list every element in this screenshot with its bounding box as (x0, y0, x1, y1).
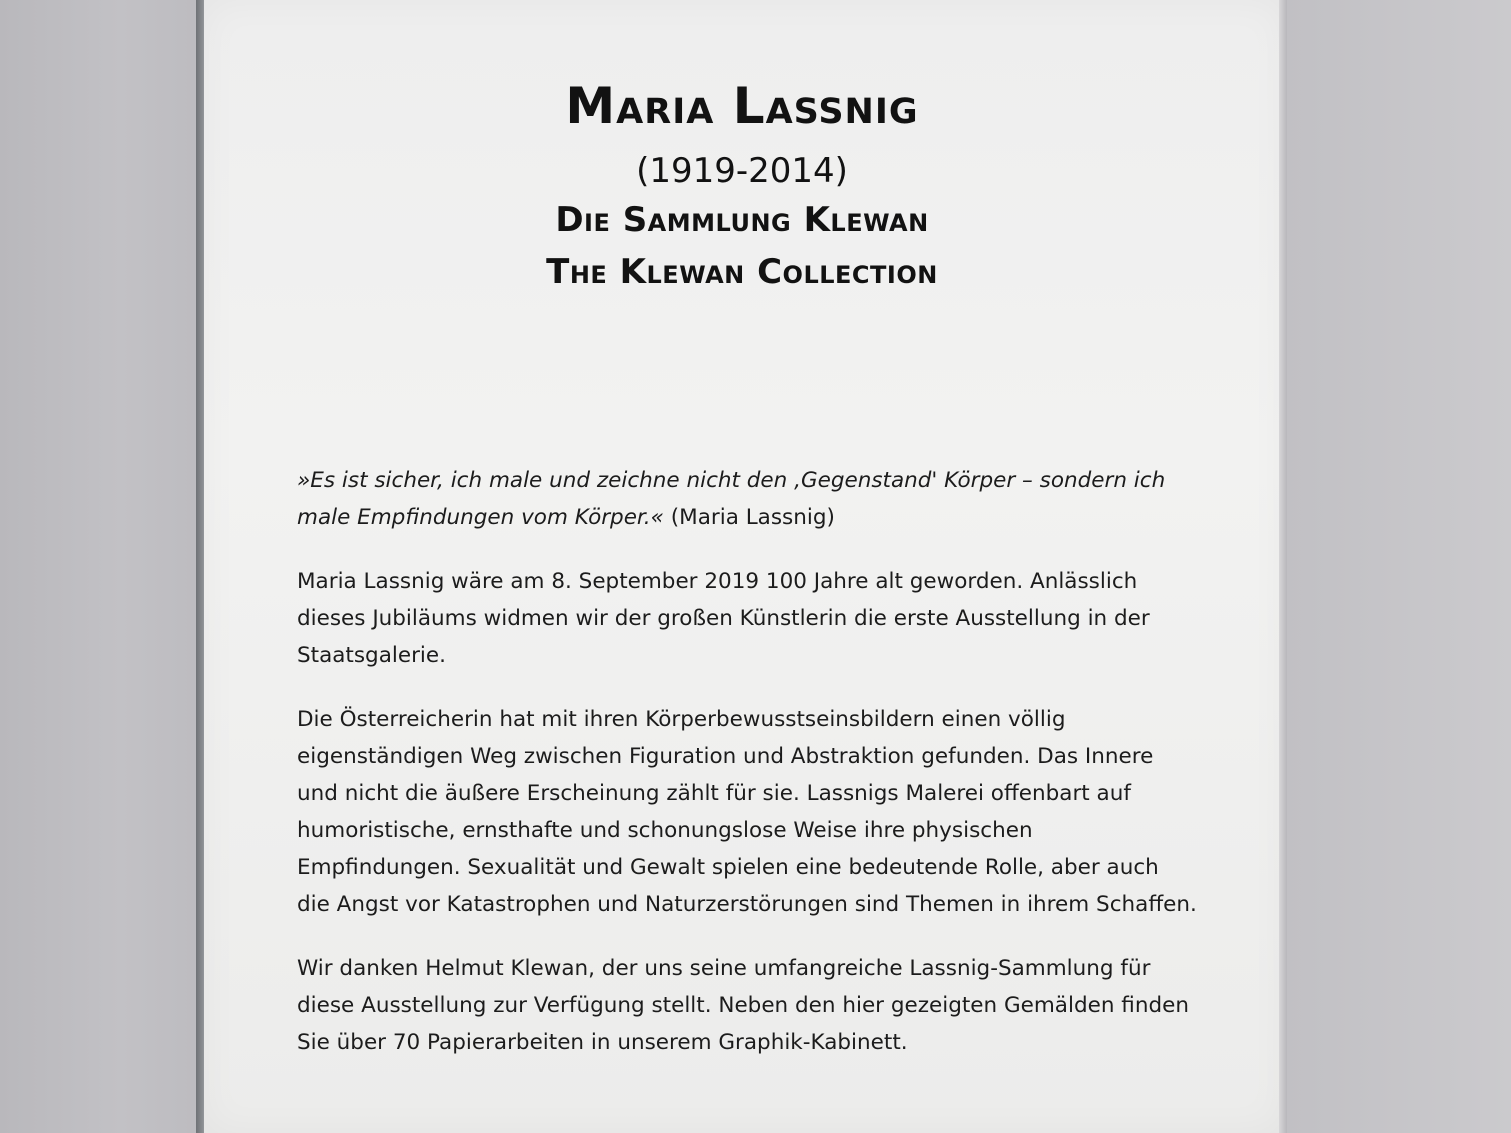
paragraph-artist-work: Die Österreicherin hat mit ihren Körperbewusstseinsbildern einen völlig eigenständigen Weg zwischen Figuration und Abstraktion gefunden. Das Innere und nicht die äußere Erscheinung zählt für sie. Lassnigs Malerei offenbart auf humoristische, ernsthafte und schonungslose Weise ihre physischen Empfindungen. Sexualität und Gewalt spielen eine bedeutende Rolle, aber auch die Angst vor Katastrophen und Naturzerstörungen sind Themen in ihrem Schaffen. (297, 707, 1197, 917)
artist-life-years: (1919-2014) (636, 151, 848, 191)
paragraph-acknowledgement: Wir danken Helmut Klewan, der uns seine umfangreiche Lassnig-Sammlung für diese Ausstellung zur Verfügung stellt. Neben den hier gezeigten Gemälden finden Sie über 70 Papierarbeiten in unserem Graphik-Kabinett. (297, 956, 1189, 1055)
collection-title-german: Die Sammlung Klewan (555, 200, 929, 240)
sign-body-text (297, 462, 1197, 1088)
collection-title-english: The Klewan Collection (546, 252, 938, 292)
artist-name: Maria Lassnig (565, 77, 919, 135)
quote-attribution: (Maria Lassnig) (670, 505, 835, 530)
artist-quote (297, 462, 1197, 536)
panel-right-edge (1279, 0, 1287, 1133)
paragraph-anniversary: Maria Lassnig wäre am 8. September 2019 100 Jahre alt geworden. Anlässlich dieses Jubiläums widmen wir der großen Künstlerin die erste Ausstellung in der Staatsgalerie. (297, 569, 1150, 668)
sign-header (204, 70, 1280, 298)
quote-text: »Es ist sicher, ich male und zeichne nicht den ‚Gegenstand' Körper – sondern ich male Empfindungen vom Körper.« (297, 468, 1166, 530)
